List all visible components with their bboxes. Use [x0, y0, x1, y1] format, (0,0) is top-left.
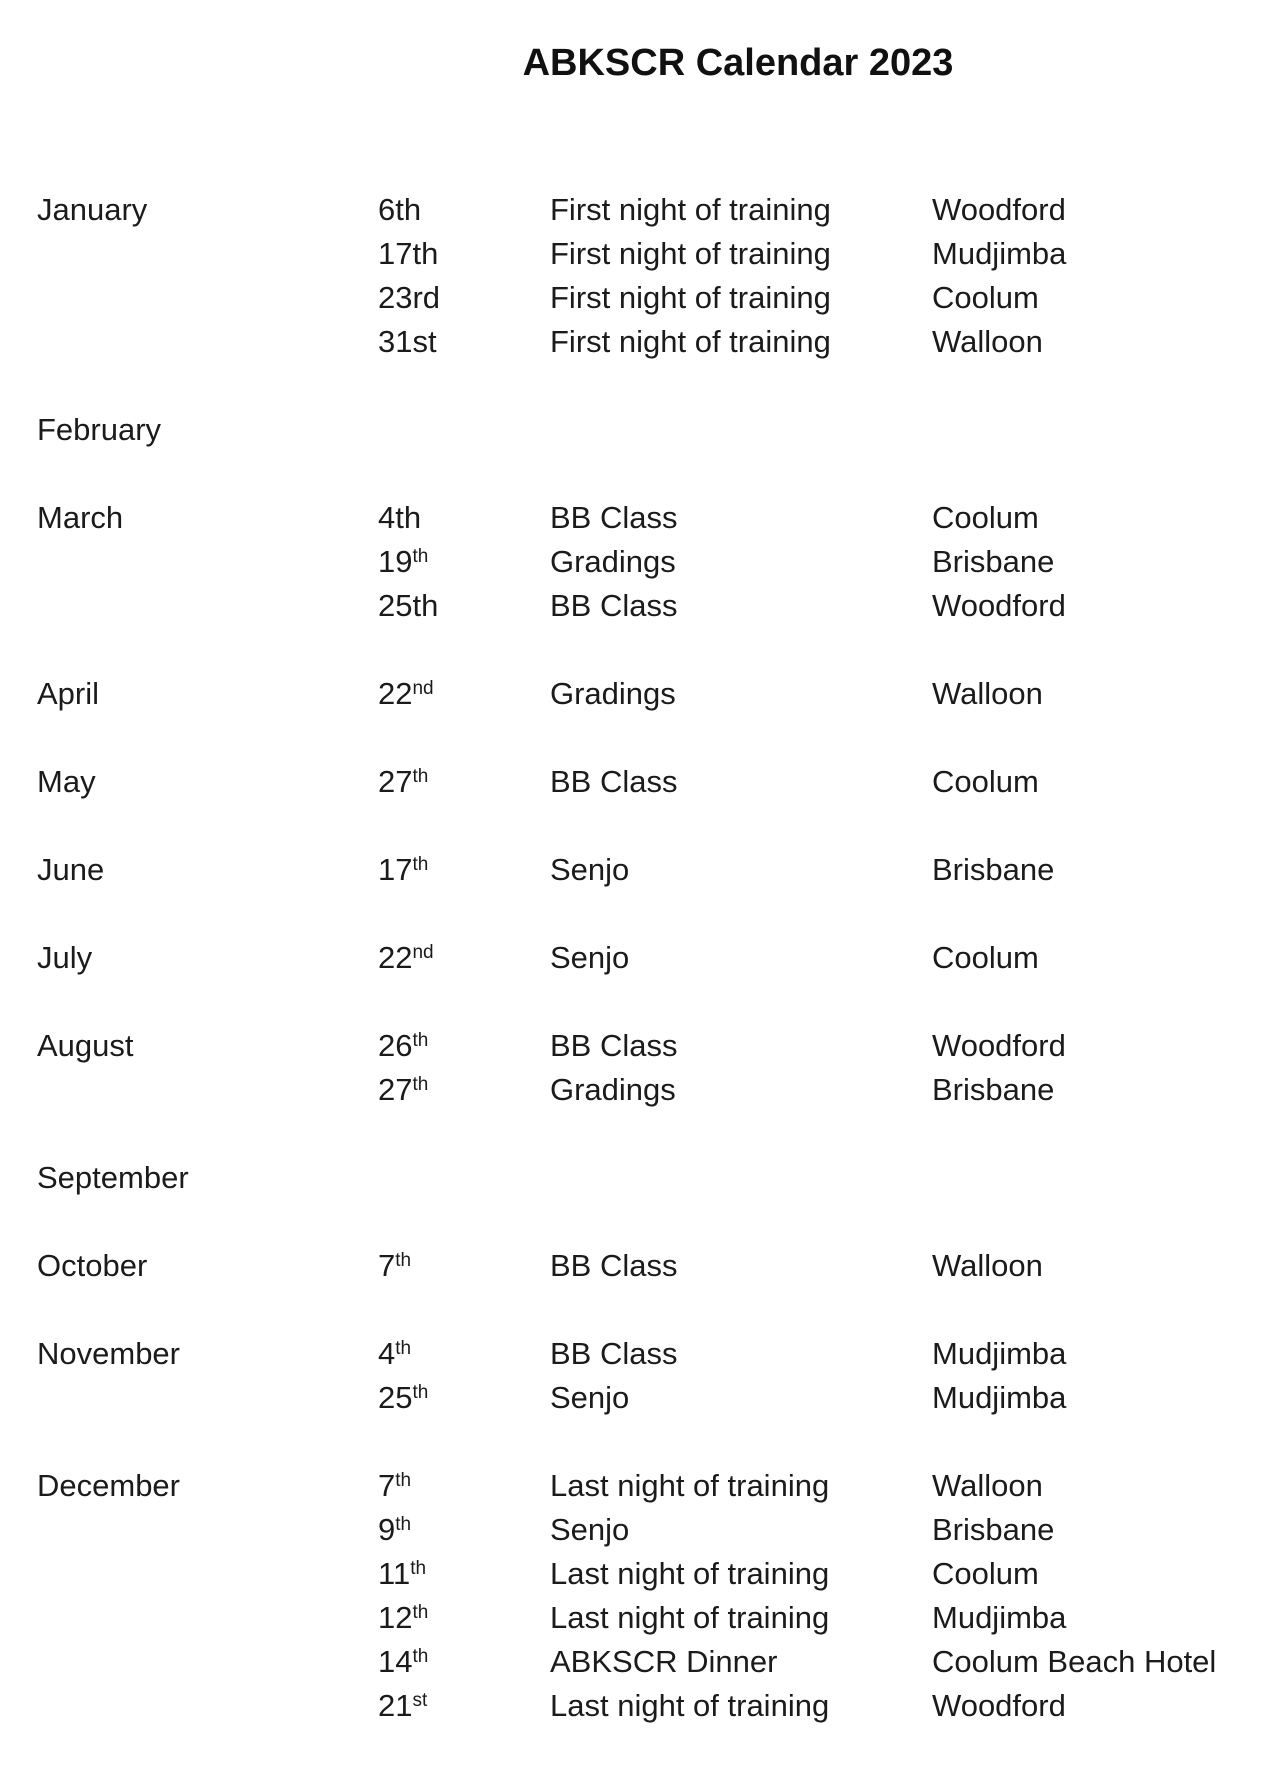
- event-location: Coolum: [932, 940, 1039, 975]
- event-date: 17th: [378, 852, 429, 887]
- event-location: Walloon: [932, 324, 1043, 359]
- event-location: Brisbane: [932, 544, 1055, 579]
- event-row: [37, 1376, 1256, 1420]
- month-label: July: [37, 940, 93, 975]
- event-location: Coolum: [932, 500, 1039, 535]
- event-date: 22nd: [378, 676, 434, 711]
- date-ordinal-suffix: th: [395, 1337, 412, 1359]
- event-name: Gradings: [550, 1072, 676, 1107]
- event-location: Brisbane: [932, 852, 1055, 887]
- event-name: BB Class: [550, 1028, 678, 1063]
- month-label: April: [37, 676, 100, 711]
- date-ordinal-suffix: th: [412, 545, 429, 567]
- event-date: 9th: [378, 1512, 412, 1547]
- event-location: Coolum Beach Hotel: [932, 1644, 1217, 1679]
- event-row: [37, 848, 1256, 892]
- event-location: Coolum: [932, 280, 1039, 315]
- date-ordinal-suffix: th: [412, 1601, 429, 1623]
- event-name: Last night of training: [550, 1556, 830, 1591]
- event-name: Senjo: [550, 852, 630, 887]
- event-row: [37, 496, 1256, 540]
- month-section-may: [37, 760, 1256, 804]
- month-label: June: [37, 852, 105, 887]
- event-date: 12th: [378, 1600, 429, 1635]
- empty-month-row: [37, 408, 1256, 452]
- event-date: 7th: [378, 1468, 412, 1503]
- month-section-november: [37, 1332, 1256, 1420]
- month-label: March: [37, 500, 124, 535]
- event-location: Walloon: [932, 676, 1043, 711]
- event-row: [37, 232, 1256, 276]
- event-row: [37, 1024, 1256, 1068]
- event-row: [37, 540, 1256, 584]
- month-label: May: [37, 764, 96, 799]
- event-location: Walloon: [932, 1468, 1043, 1503]
- month-label: November: [37, 1336, 180, 1371]
- event-name: Last night of training: [550, 1600, 830, 1635]
- date-ordinal-suffix: nd: [412, 941, 434, 963]
- date-ordinal-suffix: th: [395, 1249, 412, 1271]
- event-name: Gradings: [550, 544, 676, 579]
- event-date: 22nd: [378, 940, 434, 975]
- month-section-september: [37, 1156, 1256, 1200]
- date-ordinal-suffix: th: [395, 1513, 412, 1535]
- month-label: August: [37, 1028, 134, 1063]
- event-date: 4th: [378, 1336, 412, 1371]
- event-name: First night of training: [550, 236, 831, 271]
- event-location: Brisbane: [932, 1072, 1055, 1107]
- event-row: [37, 584, 1256, 628]
- month-label: February: [37, 412, 162, 447]
- event-name: First night of training: [550, 280, 831, 315]
- event-name: Gradings: [550, 676, 676, 711]
- event-name: BB Class: [550, 764, 678, 799]
- event-name: Senjo: [550, 1380, 630, 1415]
- event-row: [37, 276, 1256, 320]
- event-name: ABKSCR Dinner: [550, 1644, 778, 1679]
- event-location: Mudjimba: [932, 236, 1067, 271]
- month-section-october: [37, 1244, 1256, 1288]
- event-name: First night of training: [550, 192, 831, 227]
- page-title: ABKSCR Calendar 2023: [522, 42, 954, 84]
- month-label: September: [37, 1160, 189, 1195]
- event-row: [37, 188, 1256, 232]
- event-location: Mudjimba: [932, 1380, 1067, 1415]
- event-date: 4th: [378, 500, 422, 535]
- event-name: Last night of training: [550, 1468, 830, 1503]
- event-date: 25th: [378, 1380, 429, 1415]
- event-row: [37, 1332, 1256, 1376]
- event-row: [37, 672, 1256, 716]
- date-ordinal-suffix: th: [412, 1645, 429, 1667]
- month-label: October: [37, 1248, 148, 1283]
- event-date: 19th: [378, 544, 429, 579]
- event-date: 11th: [378, 1556, 427, 1591]
- month-section-february: [37, 408, 1256, 452]
- date-ordinal-suffix: th: [395, 1469, 412, 1491]
- event-location: Woodford: [932, 192, 1066, 227]
- date-ordinal-suffix: th: [412, 765, 429, 787]
- empty-month-row: [37, 1156, 1256, 1200]
- date-ordinal-suffix: th: [412, 1381, 429, 1403]
- date-ordinal-suffix: nd: [412, 677, 434, 699]
- event-location: Walloon: [932, 1248, 1043, 1283]
- event-row: [37, 1596, 1256, 1640]
- event-date: 6th: [378, 192, 422, 227]
- event-location: Coolum: [932, 764, 1039, 799]
- event-location: Brisbane: [932, 1512, 1055, 1547]
- event-name: BB Class: [550, 1336, 678, 1371]
- event-date: 17th: [378, 236, 439, 271]
- event-row: [37, 1244, 1256, 1288]
- month-section-august: [37, 1024, 1256, 1112]
- event-location: Woodford: [932, 1688, 1066, 1723]
- event-name: BB Class: [550, 1248, 678, 1283]
- month-label: January: [37, 192, 148, 227]
- event-name: Senjo: [550, 1512, 630, 1547]
- date-ordinal-suffix: th: [410, 1557, 427, 1579]
- event-row: [37, 1068, 1256, 1112]
- event-date: 23rd: [378, 280, 441, 315]
- event-location: Coolum: [932, 1556, 1039, 1591]
- event-location: Mudjimba: [932, 1336, 1067, 1371]
- event-location: Woodford: [932, 1028, 1066, 1063]
- event-row: [37, 1552, 1256, 1596]
- date-ordinal-suffix: th: [412, 853, 429, 875]
- event-date: 7th: [378, 1248, 412, 1283]
- event-date: 21st: [378, 1688, 428, 1723]
- event-row: [37, 936, 1256, 980]
- event-row: [37, 1464, 1256, 1508]
- month-section-june: [37, 848, 1256, 892]
- month-label: December: [37, 1468, 180, 1503]
- event-date: 31st: [378, 324, 437, 359]
- calendar-table: [0, 188, 1276, 1728]
- event-date: 27th: [378, 764, 429, 799]
- month-section-april: [37, 672, 1256, 716]
- event-name: First night of training: [550, 324, 831, 359]
- event-row: [37, 1684, 1256, 1728]
- event-date: 27th: [378, 1072, 429, 1107]
- event-name: Last night of training: [550, 1688, 830, 1723]
- event-name: BB Class: [550, 588, 678, 623]
- date-ordinal-suffix: st: [412, 1689, 428, 1711]
- event-date: 25th: [378, 588, 439, 623]
- date-ordinal-suffix: th: [412, 1029, 429, 1051]
- event-row: [37, 1508, 1256, 1552]
- month-section-july: [37, 936, 1256, 980]
- month-section-december: [37, 1464, 1256, 1728]
- event-row: [37, 760, 1256, 804]
- event-location: Woodford: [932, 588, 1066, 623]
- month-section-march: [37, 496, 1256, 628]
- date-ordinal-suffix: th: [412, 1073, 429, 1095]
- event-row: [37, 320, 1256, 364]
- month-section-january: [37, 188, 1256, 364]
- event-name: Senjo: [550, 940, 630, 975]
- event-name: BB Class: [550, 500, 678, 535]
- event-date: 14th: [378, 1644, 429, 1679]
- event-row: [37, 1640, 1256, 1684]
- event-date: 26th: [378, 1028, 429, 1063]
- event-location: Mudjimba: [932, 1600, 1067, 1635]
